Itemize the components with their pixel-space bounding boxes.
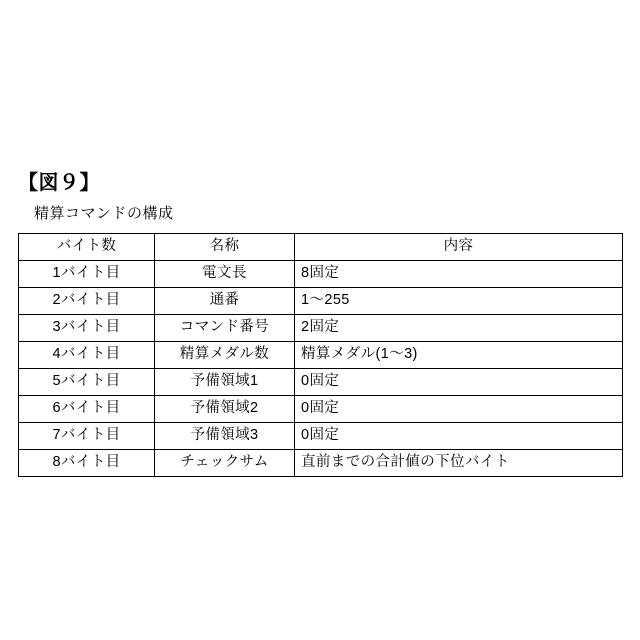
cell-desc: 0固定 [295,369,623,396]
table-row [19,450,623,477]
cell-desc: 8固定 [295,261,623,288]
cell-bytes: 8バイト目 [19,450,155,477]
header-bytes: バイト数 [19,234,155,261]
cell-desc: 精算メダル(1〜3) [295,342,623,369]
cell-bytes: 3バイト目 [19,315,155,342]
cell-name: 通番 [155,288,295,315]
table-row [19,423,623,450]
header-desc: 内容 [295,234,623,261]
cell-bytes: 6バイト目 [19,396,155,423]
table-row [19,396,623,423]
header-name: 名称 [155,234,295,261]
cell-bytes: 1バイト目 [19,261,155,288]
cell-bytes: 5バイト目 [19,369,155,396]
cell-bytes: 4バイト目 [19,342,155,369]
cell-desc: 0固定 [295,423,623,450]
cell-name: 予備領域3 [155,423,295,450]
cell-name: 電文長 [155,261,295,288]
table-row [19,315,623,342]
table-row [19,342,623,369]
cell-desc: 2固定 [295,315,623,342]
cell-name: 予備領域1 [155,369,295,396]
figure-caption: 精算コマンドの構成 [34,205,174,222]
table-header [19,234,623,261]
cell-bytes: 7バイト目 [19,423,155,450]
cell-name: 予備領域2 [155,396,295,423]
cell-name: 精算メダル数 [155,342,295,369]
command-structure-table [18,233,623,477]
table-header-row [19,234,623,261]
table-body [19,261,623,477]
cell-desc: 1〜255 [295,288,623,315]
table-row [19,369,623,396]
cell-name: チェックサム [155,450,295,477]
cell-desc: 0固定 [295,396,623,423]
figure-label: 【図９】 [18,172,100,194]
table-row [19,288,623,315]
cell-desc: 直前までの合計値の下位バイト [295,450,623,477]
cell-name: コマンド番号 [155,315,295,342]
structure-table-container [18,233,622,477]
cell-bytes: 2バイト目 [19,288,155,315]
table-row [19,261,623,288]
